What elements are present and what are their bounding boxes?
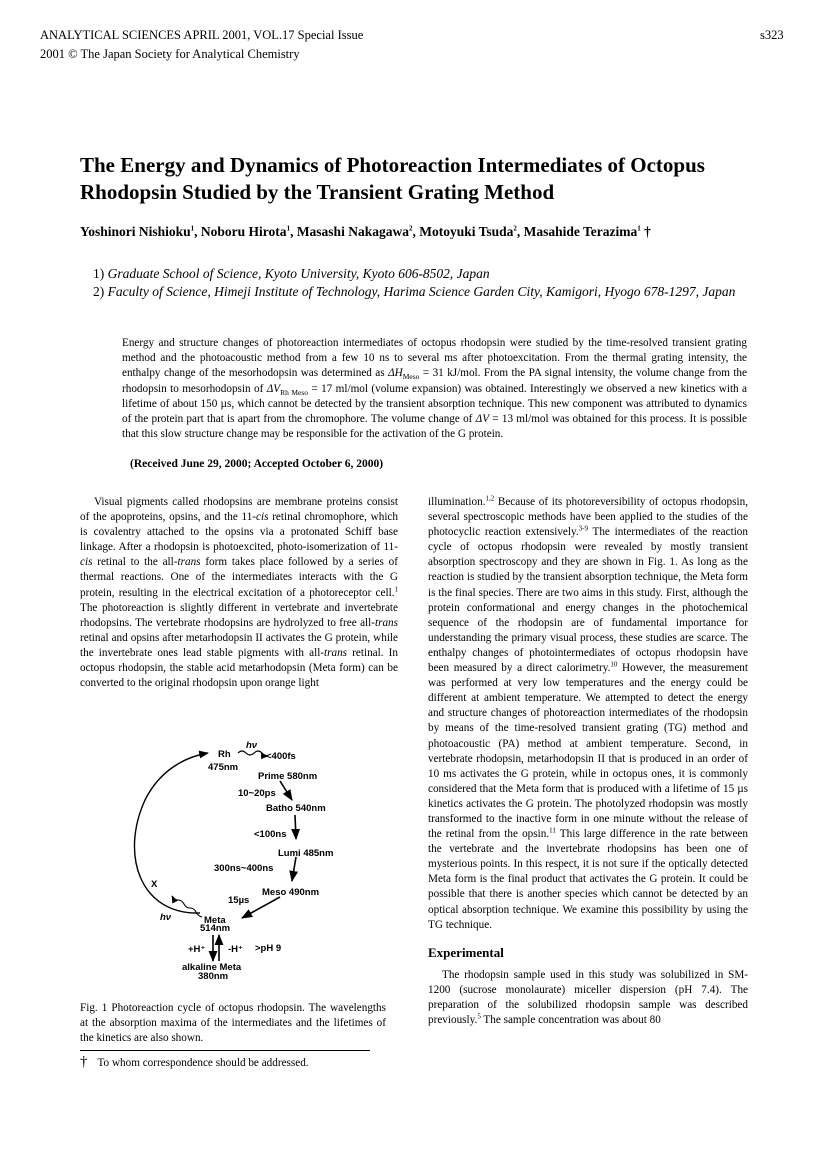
intro-paragraph: Visual pigments called rhodopsins are membrane proteins consist of the apoproteins, opsins, and the 11-cis retinal chromophore, which is covalentry attached to the opsins via a protonated Schiff base linkage. After a rhodopsin is photoexcited, photo-isomerization of 11-cis retinal to the all-trans form takes place followed by a series of thermal reactions. One of the intermediates interacts with the G protein, resulting in the electrical excitation of a photoreceptor cell.$^1$ The photoreaction is slightly different in vertebrate and invertebrate rhodopsins. The vertebrate rhodopsins are hydrolyzed to free all-trans retinal and opsins after metarhodopsin II activates the G protein, while the invertebrate ones lead stable pigments with all-trans retinal. In octopus rhodopsin, the stable acid metarhodopsin (Meta form) can be converted to the original rhodopsin upon orange light — [80, 496, 399, 690]
label-prime: Prime 580nm — [258, 771, 318, 782]
label-hminus: -H⁺ — [228, 944, 244, 955]
return-arrow — [134, 753, 208, 913]
corresponding-author-mark: † — [644, 224, 651, 239]
body-left-column — [80, 495, 398, 691]
label-t5: 15µs — [228, 895, 250, 906]
author: Motoyuki Tsuda — [419, 224, 514, 239]
label-t3: <100ns — [254, 829, 287, 840]
label-meta: Meta — [204, 915, 226, 926]
photon-arrow-x — [172, 896, 202, 917]
label-lumi: Lumi 485nm — [278, 848, 334, 859]
label-alkaline-nm: 380nm — [198, 971, 229, 982]
label-x: X — [151, 879, 158, 890]
author: Yoshinori Nishioku — [80, 224, 191, 239]
label-t4: 300ns~400ns — [214, 863, 274, 874]
label-alkaline-meta: alkaline Meta — [182, 962, 242, 973]
label-batho: Batho 540nm — [266, 803, 326, 814]
affiliation-2: 2) Faculty of Science, Himeji Institute of Technology, Harima Science Garden City, Kamigori, Hyogo 678-1297, Japan — [93, 284, 736, 299]
figure-caption: Fig. 1 Photoreaction cycle of octopus rhodopsin. The wavelengths at the absorption maxima of the intermediates and the lifetimes of the kinetics are also shown. — [80, 1002, 386, 1044]
section-heading-experimental: Experimental — [428, 944, 504, 960]
photoreaction-cycle-figure — [80, 735, 398, 990]
label-rh: Rh — [218, 749, 231, 760]
photon-arrow — [238, 751, 268, 756]
paper-title: The Energy and Dynamics of Photoreaction Intermediates of Octopus Rhodopsin Studied by the Transient Grating Method — [80, 153, 705, 204]
author-list: Yoshinori Nishioku$^1$, Noboru Hirota$^1$, Masashi Nakagawa$^2$, Motoyuki Tsuda$^2$, Masahide Terazima$^1$ † — [80, 224, 651, 239]
label-hplus: +H⁺ — [188, 944, 206, 955]
intro-paragraph-cont: illumination.$^{1,2}$ Because of its photoreversibility of octopus rhodopsin, several spectroscopic methods have been applied to the studies of the photocyclic reaction extensively.$^{3-9}$ The intermediates of the reaction cycle of octopus rhodopsin were revealed by mostly transient absorption spectroscopy and they are shown in Fig. 1. As long as the reaction is studied by the transient absorption technique, the Meta form is the final species. There are two aims in this study. First, although the protein conformational and energy changes in the photochemical sequence of the rhodopsin are of fundamental importance for understanding the primary visual process, these studies are scarce. The enthalpy changes of photointermediates of octopus rhodopsin have been measured by a direct calorimetry.$^{10}$ However, the measurement was performed at very low temperatures and the energy could be different at ambient temperature. We attempted to detect the energy and structure changes of photoreaction intermediates of the rhodopsin by means of the time-resolved transient grating (TG) method and photoacoustic (PA) method at ambient temperature. Second, in vertebrate rhodopsin, metarhodopsin II that is produced in an order of 10 ms activates the G protein, while in octopus ones, it is commonly considered that the Meta form that is produced with a lifetime of 15 µs kinetics activates the G protein. The photolyzed rhodopsin was mostly transformed to the inactive form in one minute without the release of the retinal from the opsin.$^{11}$ This large difference in the rate between the vertebrate and the invertebrate rhodopsins has been one of mysterious points. In this respect, it is not sure if the optically detected Meta form is the final product that activates the G protein. It could be possible that there is another species which cannot be detected by an optical absorption technique. We examine this possibility by using the TG technique. — [428, 494, 748, 931]
received-dates: (Received June 29, 2000; Accepted October 6, 2000) — [130, 458, 384, 470]
label-meso: Meso 490nm — [262, 887, 320, 898]
label-t2: 10~20ps — [238, 788, 276, 799]
label-meta-nm: 514nm — [200, 923, 231, 934]
author: Masashi Nakagawa — [296, 224, 409, 239]
footnote-rule — [80, 1050, 370, 1051]
arrow-batho-lumi — [295, 815, 296, 839]
label-t1: <400fs — [266, 751, 296, 762]
copyright-line: 2001 © The Japan Society for Analytical Chemistry — [40, 47, 300, 61]
author: Masahide Terazima — [523, 224, 638, 239]
body-right-column — [428, 495, 748, 1028]
affiliations — [93, 265, 747, 301]
arrow-prime-batho — [280, 781, 292, 800]
label-rh-nm: 475nm — [208, 762, 239, 773]
abstract: Energy and structure changes of photoreaction intermediates of octopus rhodopsin were studied by the time-resolved transient grating method and the photoacoustic method from a few 10 ns to several ms after photoexcitation. From the thermal grating intensity, the enthalpy change of the mesorhodopsin was determined as $\Delta H_{Meso} = 31$ kJ/mol. From the PA signal intensity, the volume change from the rhodopsin to mesorhodopsin of $\Delta V_{Rh Meso} = 17$ ml/mol (volume expansion) was obtained. Interestingly we observed a new kinetics with a lifetime of about 150 µs, which cannot be detected by the transient absorption technique. This new component was attributed to dynamics of the protein part that is apart from the chromophore. The volume change of ΔV = 13 ml/mol was obtained for this process. It is possible that this slow structure change may be responsible for the activation of the G protein. — [122, 337, 747, 441]
label-ph: >pH 9 — [255, 943, 282, 954]
arrow-lumi-meso — [292, 857, 296, 881]
affiliation-1: 1) Graduate School of Science, Kyoto University, Kyoto 606-8502, Japan — [93, 266, 490, 281]
page-number: s323 — [760, 28, 784, 42]
label-hv-left: hν — [160, 912, 172, 923]
label-hv-top: hν — [246, 740, 258, 751]
experimental-paragraph: The rhodopsin sample used in this study was solubilized in SM-1200 (sucrose monolaurate) miceller dispersion (pH 7.4). The preparation of the solubilized rhodopsin sample was described previously.$^5$ The sample concentration was about 80 — [428, 968, 748, 1027]
journal-header: ANALYTICAL SCIENCES APRIL 2001, VOL.17 Special Issue — [40, 28, 364, 42]
footnote: † To whom correspondence should be addressed. — [80, 1054, 309, 1070]
author: Noboru Hirota — [200, 224, 287, 239]
